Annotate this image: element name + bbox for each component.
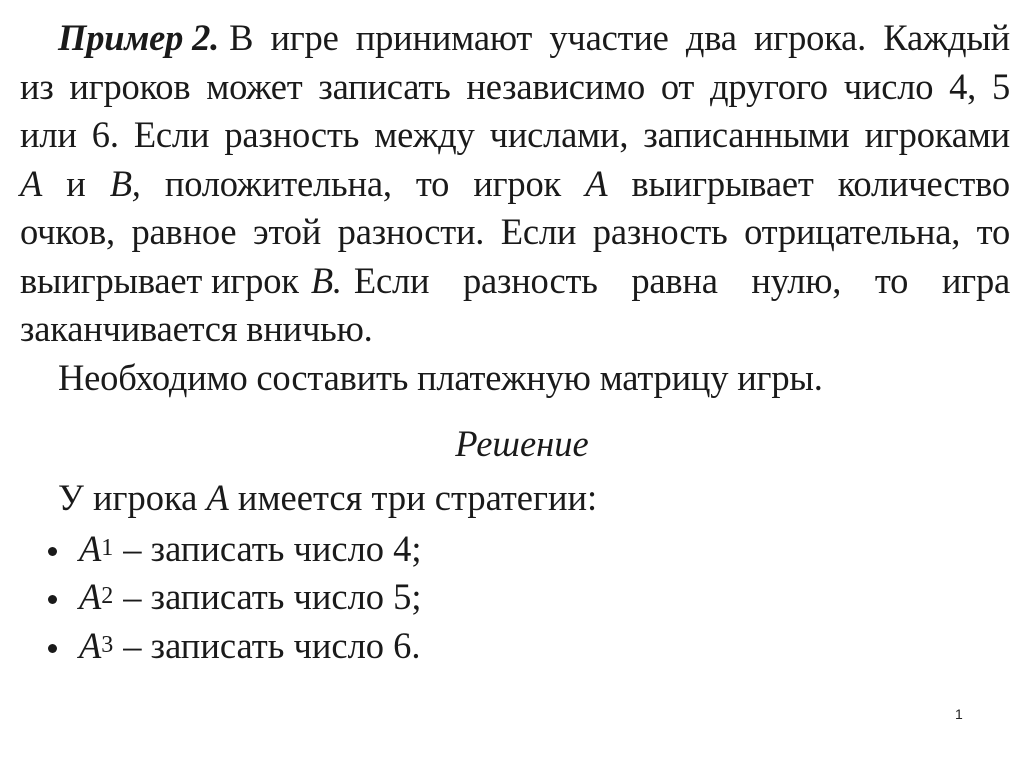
player-b-symbol: B, (109, 162, 141, 204)
page-number: 1 (955, 706, 963, 722)
strategies-intro (58, 474, 597, 522)
intro-text: имеется три стратегии: (237, 477, 598, 518)
solution-heading: Решение (455, 423, 589, 464)
player-b-symbol: B. (310, 259, 342, 301)
task-line (20, 354, 1010, 403)
bullet-icon (48, 644, 57, 653)
problem-line-3 (20, 111, 1010, 160)
strategy-item (48, 621, 422, 670)
strategy-item (48, 573, 422, 622)
problem-line-6 (20, 257, 1010, 306)
problem-statement (20, 14, 1010, 402)
problem-text: В игре принимают участие два игрока. Каждый (229, 17, 1010, 58)
problem-text: из игроков может записать независимо от другого число 4, 5 (20, 65, 1010, 107)
intro-text: У игрока (58, 477, 198, 518)
problem-text: выигрывает игрок (20, 259, 299, 301)
problem-word: игрок (473, 162, 562, 204)
problem-text: очков, равное этой разности. Если разность отрицательна, то (20, 211, 1010, 252)
strategy-letter: A (79, 527, 102, 569)
player-a-symbol: A (206, 477, 229, 518)
problem-text: Если разность равна нулю, то игра (353, 259, 1010, 301)
problem-word: количество (837, 162, 1010, 204)
strategy-index: 2 (101, 583, 114, 610)
bullet-icon (48, 595, 57, 604)
strategy-text: – записать число 6. (123, 624, 421, 666)
problem-word: и (66, 162, 86, 204)
strategy-item (48, 524, 422, 573)
problem-word: положительна, (164, 162, 392, 204)
problem-line-5 (20, 208, 1010, 257)
player-a-symbol: A (585, 162, 608, 204)
strategy-list (48, 524, 422, 670)
example-heading: Пример 2. (58, 17, 220, 58)
strategy-text: – записать число 4; (123, 527, 422, 569)
bullet-icon (48, 547, 57, 556)
player-a-symbol: A (20, 162, 43, 204)
strategy-index: 3 (101, 631, 114, 658)
problem-line-4 (20, 160, 1010, 209)
strategy-letter: A (79, 576, 102, 618)
problem-line-7 (20, 305, 1010, 354)
problem-line-1 (20, 14, 1010, 63)
strategy-text: – записать число 5; (123, 576, 422, 618)
problem-word: выигрывает (631, 162, 814, 204)
strategy-index: 1 (101, 534, 114, 561)
problem-line-2 (20, 63, 1010, 112)
problem-word: то (415, 162, 450, 204)
task-text: Необходимо составить платежную матрицу игры. (58, 356, 823, 398)
problem-text: заканчивается вничью. (20, 308, 373, 349)
strategy-letter: A (79, 624, 102, 666)
problem-text: или 6. Если разность между числами, записанными игроками (20, 114, 1010, 155)
